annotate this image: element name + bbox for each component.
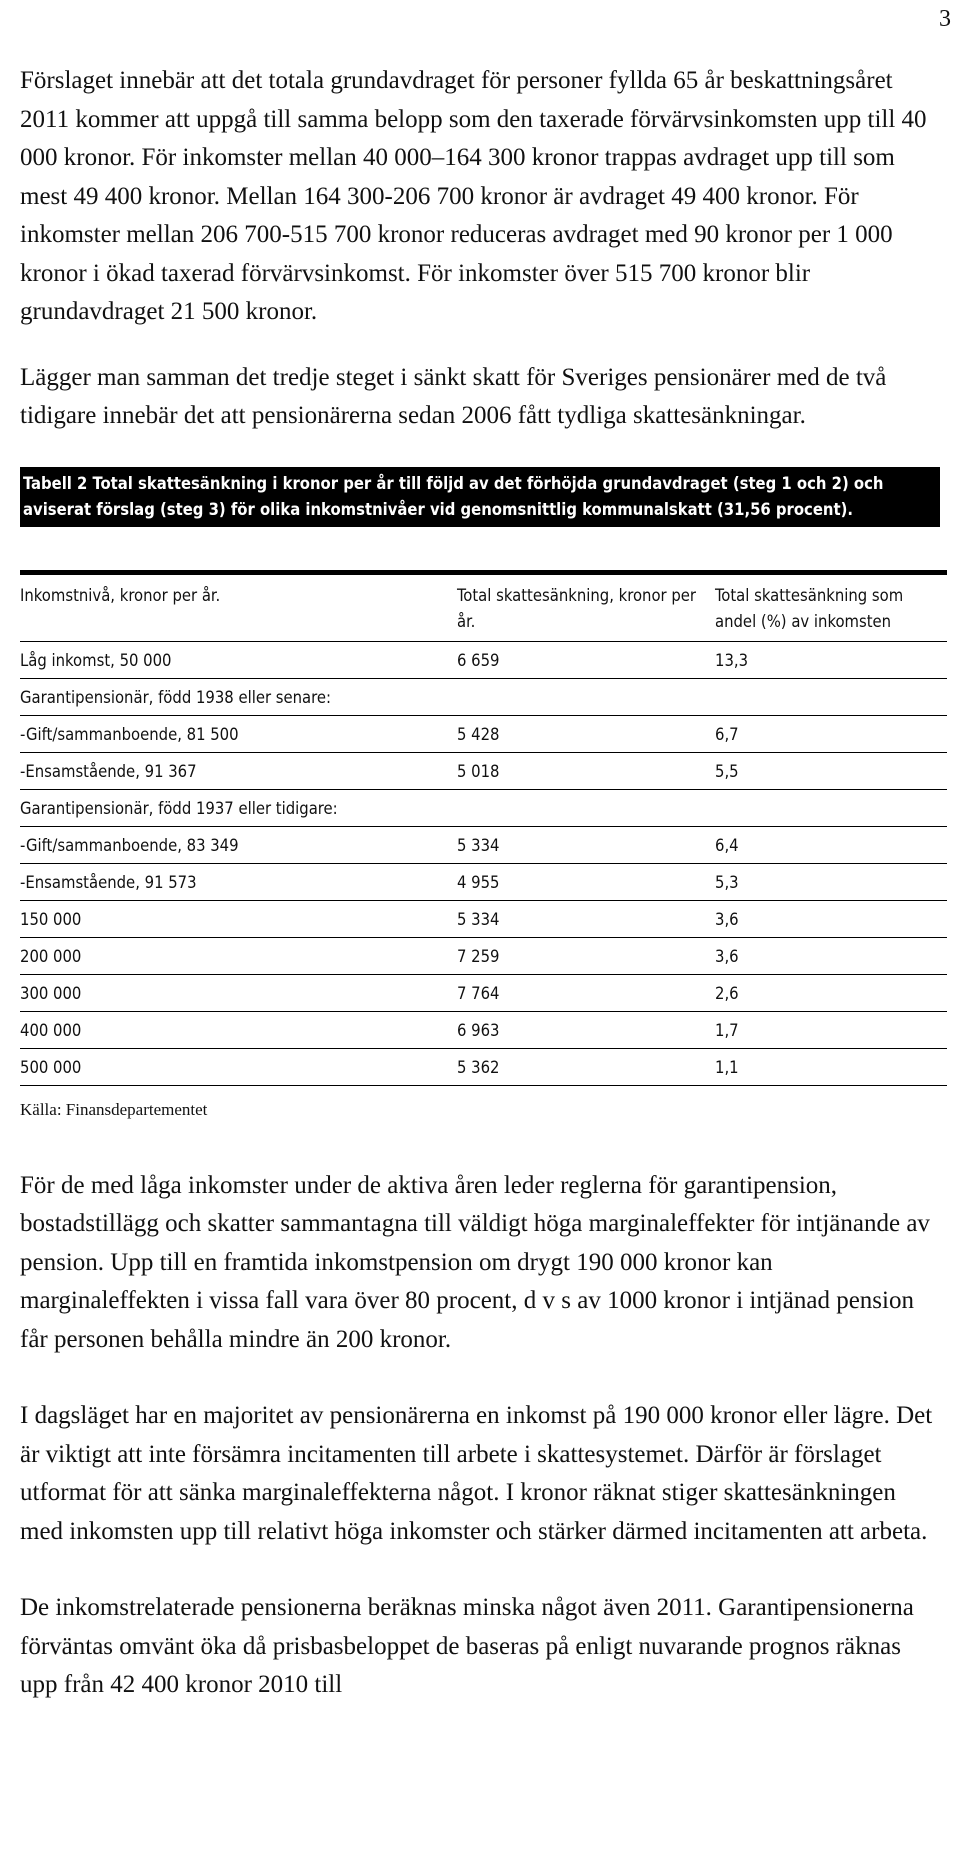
- table-header-row: [20, 575, 947, 642]
- row-share: [715, 678, 947, 715]
- row-kronor: 6 963: [457, 1011, 715, 1048]
- row-kronor: 7 259: [457, 937, 715, 974]
- row-share: [715, 789, 947, 826]
- row-kronor: 5 334: [457, 900, 715, 937]
- row-share: 6,4: [715, 826, 947, 863]
- header-total-kronor: Total skattesänkning, kronor per år.: [457, 575, 715, 642]
- header-income-level: Inkomstnivå, kronor per år.: [20, 575, 457, 642]
- header-total-share: Total skattesänkning som andel (%) av inkomsten: [715, 575, 947, 642]
- paragraph-marginaleffekter: För de med låga inkomster under de aktiva åren leder reglerna för garantipension, bostadstillägg och skatter sammantagna till väldigt höga marginaleffekter för intjänande av pension. Upp till en framtida inkomstpension om drygt 190 000 kronor kan marginaleffekten i vissa fall vara över 80 procent, d v s av 1000 kronor i intjänad pension får personen behålla mindre än 200 kronor.: [20, 1171, 930, 1353]
- table-row: [20, 1048, 947, 1085]
- row-kronor: 6 659: [457, 641, 715, 678]
- row-kronor: 7 764: [457, 974, 715, 1011]
- tax-reduction-table: [20, 570, 947, 1086]
- row-label: 150 000: [20, 900, 457, 937]
- row-label: 500 000: [20, 1048, 457, 1085]
- row-label: Garantipensionär, född 1937 eller tidigare:: [20, 789, 457, 826]
- page-number: 3: [939, 6, 951, 32]
- table-row: [20, 715, 947, 752]
- table-source: Källa: Finansdepartementet: [20, 1099, 208, 1119]
- row-share: 1,7: [715, 1011, 947, 1048]
- table-row: [20, 826, 947, 863]
- row-kronor: 5 334: [457, 826, 715, 863]
- row-label: -Gift/sammanboende, 81 500: [20, 715, 457, 752]
- row-share: 5,3: [715, 863, 947, 900]
- row-label: -Ensamstående, 91 367: [20, 752, 457, 789]
- row-label: 200 000: [20, 937, 457, 974]
- row-share: 13,3: [715, 641, 947, 678]
- table-row: [20, 752, 947, 789]
- table-caption-text: Tabell 2 Total skattesänkning i kronor per år till följd av det förhöjda grundavdraget (steg 1 och 2) och aviserat förslag (steg 3) för olika inkomstnivåer vid genomsnittlig kommunalskatt (31,56 procent).: [23, 473, 889, 519]
- row-kronor: 5 428: [457, 715, 715, 752]
- paragraph-grundavdrag: Förslaget innebär att det totala grundavdraget för personer fyllda 65 år beskattningsåret 2011 kommer att uppgå till samma belopp som den taxerade förvärvsinkomsten upp till 40 000 kronor. För inkomster mellan 40 000–164 300 kronor trappas avdraget upp till som mest 49 400 kronor. Mellan 164 300-206 700 kronor är avdraget 49 400 kronor. För inkomster mellan 206 700-515 700 kronor reduceras avdraget med 90 kronor per 1 000 kronor i ökad taxerad förvärvsinkomst. För inkomster över 515 700 kronor blir grundavdraget 21 500 kronor.: [20, 67, 927, 325]
- table-row: [20, 641, 947, 678]
- row-label: -Ensamstående, 91 573: [20, 863, 457, 900]
- row-label: Låg inkomst, 50 000: [20, 641, 457, 678]
- row-share: 5,5: [715, 752, 947, 789]
- row-kronor: [457, 789, 715, 826]
- row-kronor: 5 362: [457, 1048, 715, 1085]
- row-label: Garantipensionär, född 1938 eller senare:: [20, 678, 457, 715]
- paragraph-skattesankningar: Lägger man samman det tredje steget i sänkt skatt för Sveriges pensionärer med de två tidigare innebär det att pensionärerna sedan 2006 fått tydliga skattesänkningar.: [20, 363, 887, 429]
- row-share: 6,7: [715, 715, 947, 752]
- row-kronor: 4 955: [457, 863, 715, 900]
- row-share: 3,6: [715, 900, 947, 937]
- row-share: 2,6: [715, 974, 947, 1011]
- table-row: [20, 863, 947, 900]
- row-share: 3,6: [715, 937, 947, 974]
- row-label: 300 000: [20, 974, 457, 1011]
- table-row: [20, 900, 947, 937]
- table-row: [20, 937, 947, 974]
- tax-reduction-table-grid: [20, 575, 947, 1086]
- table-row: [20, 1011, 947, 1048]
- row-share: 1,1: [715, 1048, 947, 1085]
- table-row: [20, 789, 947, 826]
- paragraph-pensioner-2011: De inkomstrelaterade pensionerna beräknas minska något även 2011. Garantipensionerna förväntas omvänt öka då prisbasbeloppet de baseras på enligt nuvarande prognos räknas upp från 42 400 kronor 2010 till: [20, 1594, 914, 1698]
- table-row: [20, 974, 947, 1011]
- row-label: 400 000: [20, 1011, 457, 1048]
- document-body: [20, 62, 940, 1705]
- row-kronor: 5 018: [457, 752, 715, 789]
- paragraph-incitament: I dagsläget har en majoritet av pensionärerna en inkomst på 190 000 kronor eller lägre. Det är viktigt att inte försämra incitamenten till arbete i skattesystemet. Därför är förslaget utformat för att sänka marginaleffekterna något. I kronor räknat stiger skattesänkningen med inkomsten upp till relativt höga inkomster och stärker därmed incitamenten att arbeta.: [20, 1402, 933, 1545]
- table-row: [20, 678, 947, 715]
- table-caption: [20, 467, 940, 527]
- row-kronor: [457, 678, 715, 715]
- row-label: -Gift/sammanboende, 83 349: [20, 826, 457, 863]
